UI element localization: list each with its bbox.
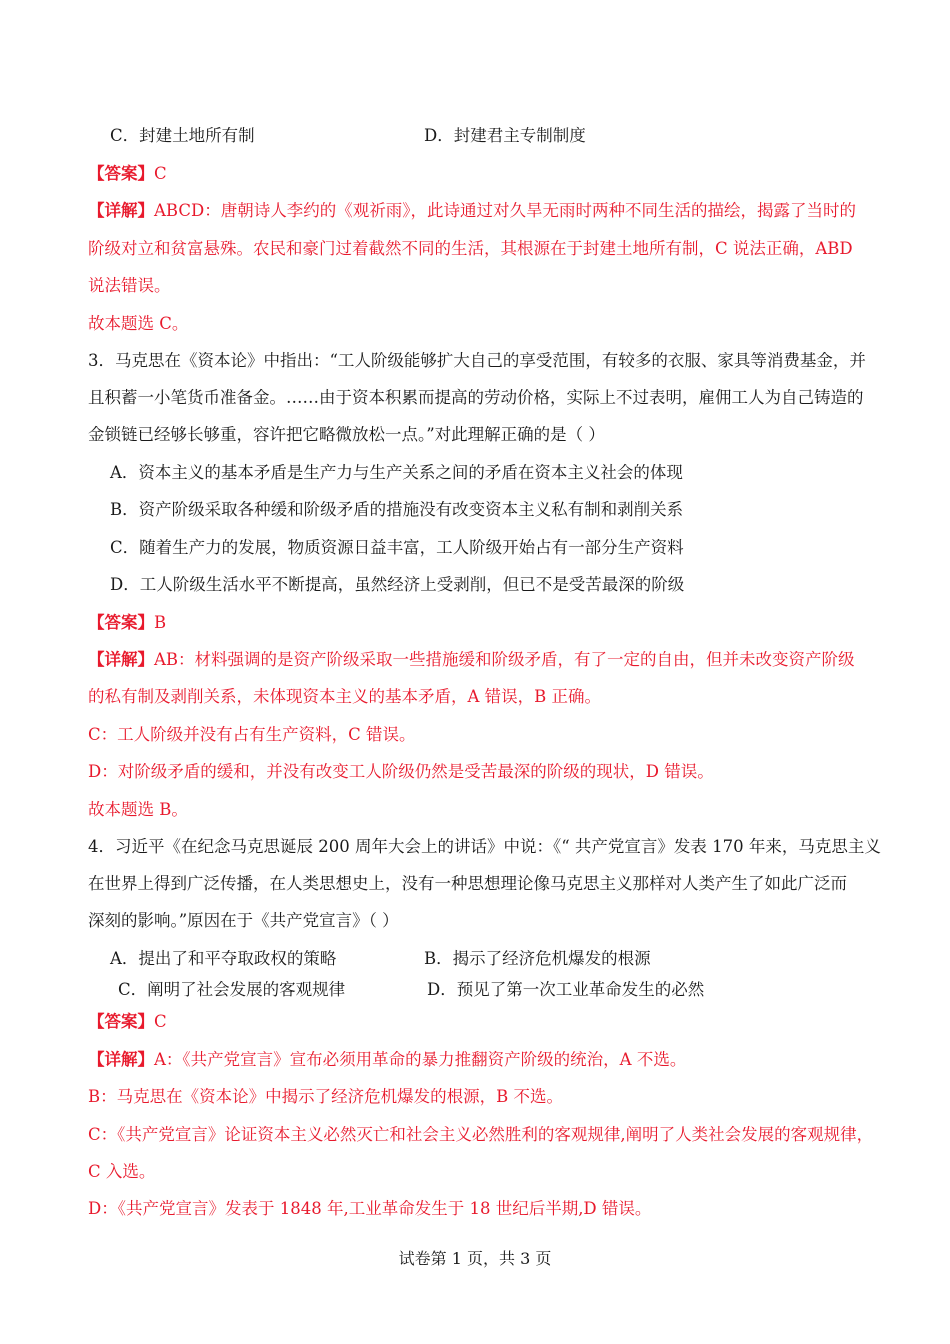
q4-explain-line: C 入选。 [88, 1162, 156, 1181]
q4-answer [88, 1011, 167, 1033]
q4-explain-line: D：《共产党宣言》发表于 1848 年,工业革命发生于 18 世纪后半期,D 错误。 [88, 1199, 652, 1218]
explain-text: A：《共产党宣言》宣布必须用革命的暴力推翻资产阶级的统治，A 不选。 [154, 1050, 687, 1069]
explain-label: 【详解】 [88, 650, 154, 669]
page-footer: 试卷第 1 页，共 3 页 [398, 1249, 552, 1268]
q3-explain-line: D：对阶级矛盾的缓和，并没有改变工人阶级仍然是受苦最深的阶级的现状，D 错误。 [88, 762, 714, 781]
q3-stem-line: 且积蓄一小笔货币准备金。……由于资本积累而提高的劳动价格，实际上不过表明，雇佣工人为自己铸造的 [88, 388, 864, 407]
answer-label: 【答案】 [88, 164, 154, 183]
q4-explain-line: C：《共产党宣言》论证资本主义必然灭亡和社会主义必然胜利的客观规律,阐明了人类社会发展的客观规律， [88, 1125, 874, 1144]
q2-explain-line: 说法错误。 [88, 276, 171, 295]
q2-explain-line [88, 200, 856, 222]
q4-stem-line: 在世界上得到广泛传播，在人类思想史上，没有一种思想理论像马克思主义那样对人类产生了如此广泛而 [88, 874, 847, 893]
q3-explain-line [88, 649, 855, 671]
q4-option-c: C．阐明了社会发展的客观规律 [118, 980, 346, 999]
q3-explain-line: 的私有制及剥削关系，未体现资本主义的基本矛盾，A 错误，B 正确。 [88, 687, 602, 706]
q3-option-b: B．资产阶级采取各种缓和阶级矛盾的措施没有改变资本主义私有制和剥削关系 [110, 500, 684, 519]
q4-option-d: D．预见了第一次工业革命发生的必然 [427, 980, 705, 999]
answer-value: B [154, 613, 167, 632]
q3-option-a: A．资本主义的基本矛盾是生产力与生产关系之间的矛盾在资本主义社会的体现 [110, 463, 683, 482]
q2-explain-line: 阶级对立和贫富悬殊。农民和豪门过着截然不同的生活，其根源在于封建土地所有制，C 说法正确，ABD [88, 239, 853, 258]
q3-conclusion: 故本题选 B。 [88, 800, 188, 819]
q2-option-c: C．封建土地所有制 [110, 126, 255, 145]
q3-option-c: C．随着生产力的发展，物质资源日益丰富，工人阶级开始占有一部分生产资料 [110, 538, 684, 557]
answer-value: C [154, 1012, 167, 1031]
q2-conclusion: 故本题选 C。 [88, 314, 189, 333]
q3-stem-line: 金锁链已经够长够重，容许把它略微放松一点。”对此理解正确的是（ ） [88, 425, 605, 444]
explain-text: AB：材料强调的是资产阶级采取一些措施缓和阶级矛盾，有了一定的自由，但并未改变资产阶级 [154, 650, 855, 669]
q2-answer [88, 163, 167, 185]
q4-option-b: B．揭示了经济危机爆发的根源 [424, 949, 651, 968]
q4-stem-line: 4．习近平《在纪念马克思诞辰 200 周年大会上的讲话》中说：《“ 共产党宣言》发表 170 年来，马克思主义 [88, 837, 881, 856]
answer-label: 【答案】 [88, 613, 154, 632]
q3-explain-line: C：工人阶级并没有占有生产资料，C 错误。 [88, 725, 416, 744]
q3-stem-line: 3．马克思在《资本论》中指出：“工人阶级能够扩大自己的享受范围，有较多的衣服、家具等消费基金，并 [88, 351, 866, 370]
explain-label: 【详解】 [88, 201, 154, 220]
q3-answer [88, 612, 166, 634]
answer-value: C [154, 164, 167, 183]
explain-text: ABCD：唐朝诗人李约的《观祈雨》，此诗通过对久旱无雨时两种不同生活的描绘，揭露了当时的 [154, 201, 856, 220]
q2-option-d: D．封建君主专制制度 [424, 126, 586, 145]
answer-label: 【答案】 [88, 1012, 154, 1031]
q4-option-a: A．提出了和平夺取政权的策略 [110, 949, 337, 968]
explain-label: 【详解】 [88, 1050, 154, 1069]
q4-explain-line [88, 1049, 686, 1071]
q4-stem-line: 深刻的影响。”原因在于《共产党宣言》（ ） [88, 911, 399, 930]
q3-option-d: D．工人阶级生活水平不断提高，虽然经济上受剥削，但已不是受苦最深的阶级 [110, 575, 685, 594]
q4-explain-line: B：马克思在《资本论》中揭示了经济危机爆发的根源，B 不选。 [88, 1087, 563, 1106]
